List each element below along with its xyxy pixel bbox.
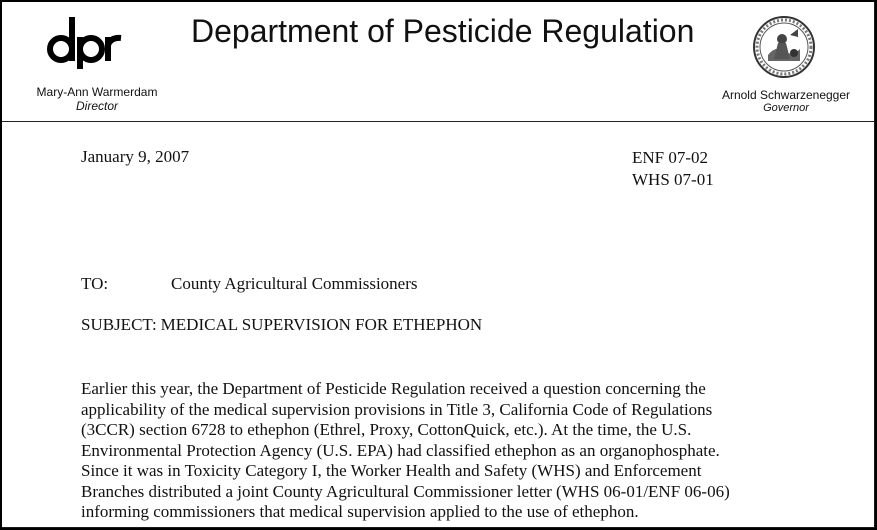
reference-enf: ENF 07-02 (632, 148, 709, 167)
header-divider (1, 121, 875, 122)
reference-whs: WHS 07-01 (632, 170, 714, 189)
body-line: Earlier this year, the Department of Pesticide Regulation received a question concerning the (81, 379, 706, 398)
body-line: (3CCR) section 6728 to ethephon (Ethrel, Proxy, CottonQuick, etc.). At the time, the U.S. (81, 420, 692, 439)
governor-name: Arnold Schwarzenegger (721, 88, 851, 102)
state-seal-icon (752, 15, 816, 79)
director-title: Director (75, 99, 118, 113)
subject-value: MEDICAL SUPERVISION FOR ETHEPHON (160, 315, 483, 334)
letter-body (81, 379, 781, 523)
director-name: Mary-Ann Warmerdam (36, 85, 158, 99)
governor-title: Governor (763, 102, 809, 114)
body-line: applicability of the medical supervision provisions in Title 3, California Code of Regulations (81, 399, 713, 419)
body-line: Branches distributed a joint County Agricultural Commissioner letter (WHS 06-01/ENF 06-06) (81, 481, 730, 501)
dpr-logo (47, 13, 123, 69)
subject-line (81, 315, 482, 335)
to-label: TO: (81, 274, 109, 293)
reference-numbers (632, 147, 714, 191)
body-line: Environmental Protection Agency (U.S. EPA) had classified ethephon as an organophosphate. (81, 440, 720, 460)
to-recipient: County Agricultural Commissioners (171, 274, 418, 293)
letter-date: January 9, 2007 (81, 147, 190, 166)
department-title: Department of Pesticide Regulation (191, 13, 695, 49)
director-block (27, 85, 167, 113)
body-line: informing commissioners that medical supervision applied to the use of ethephon. (81, 502, 639, 521)
subject-label: SUBJECT: (81, 315, 157, 334)
body-line: Since it was in Toxicity Category I, the Worker Health and Safety (WHS) and Enforcement (81, 461, 702, 480)
governor-block (713, 89, 859, 115)
